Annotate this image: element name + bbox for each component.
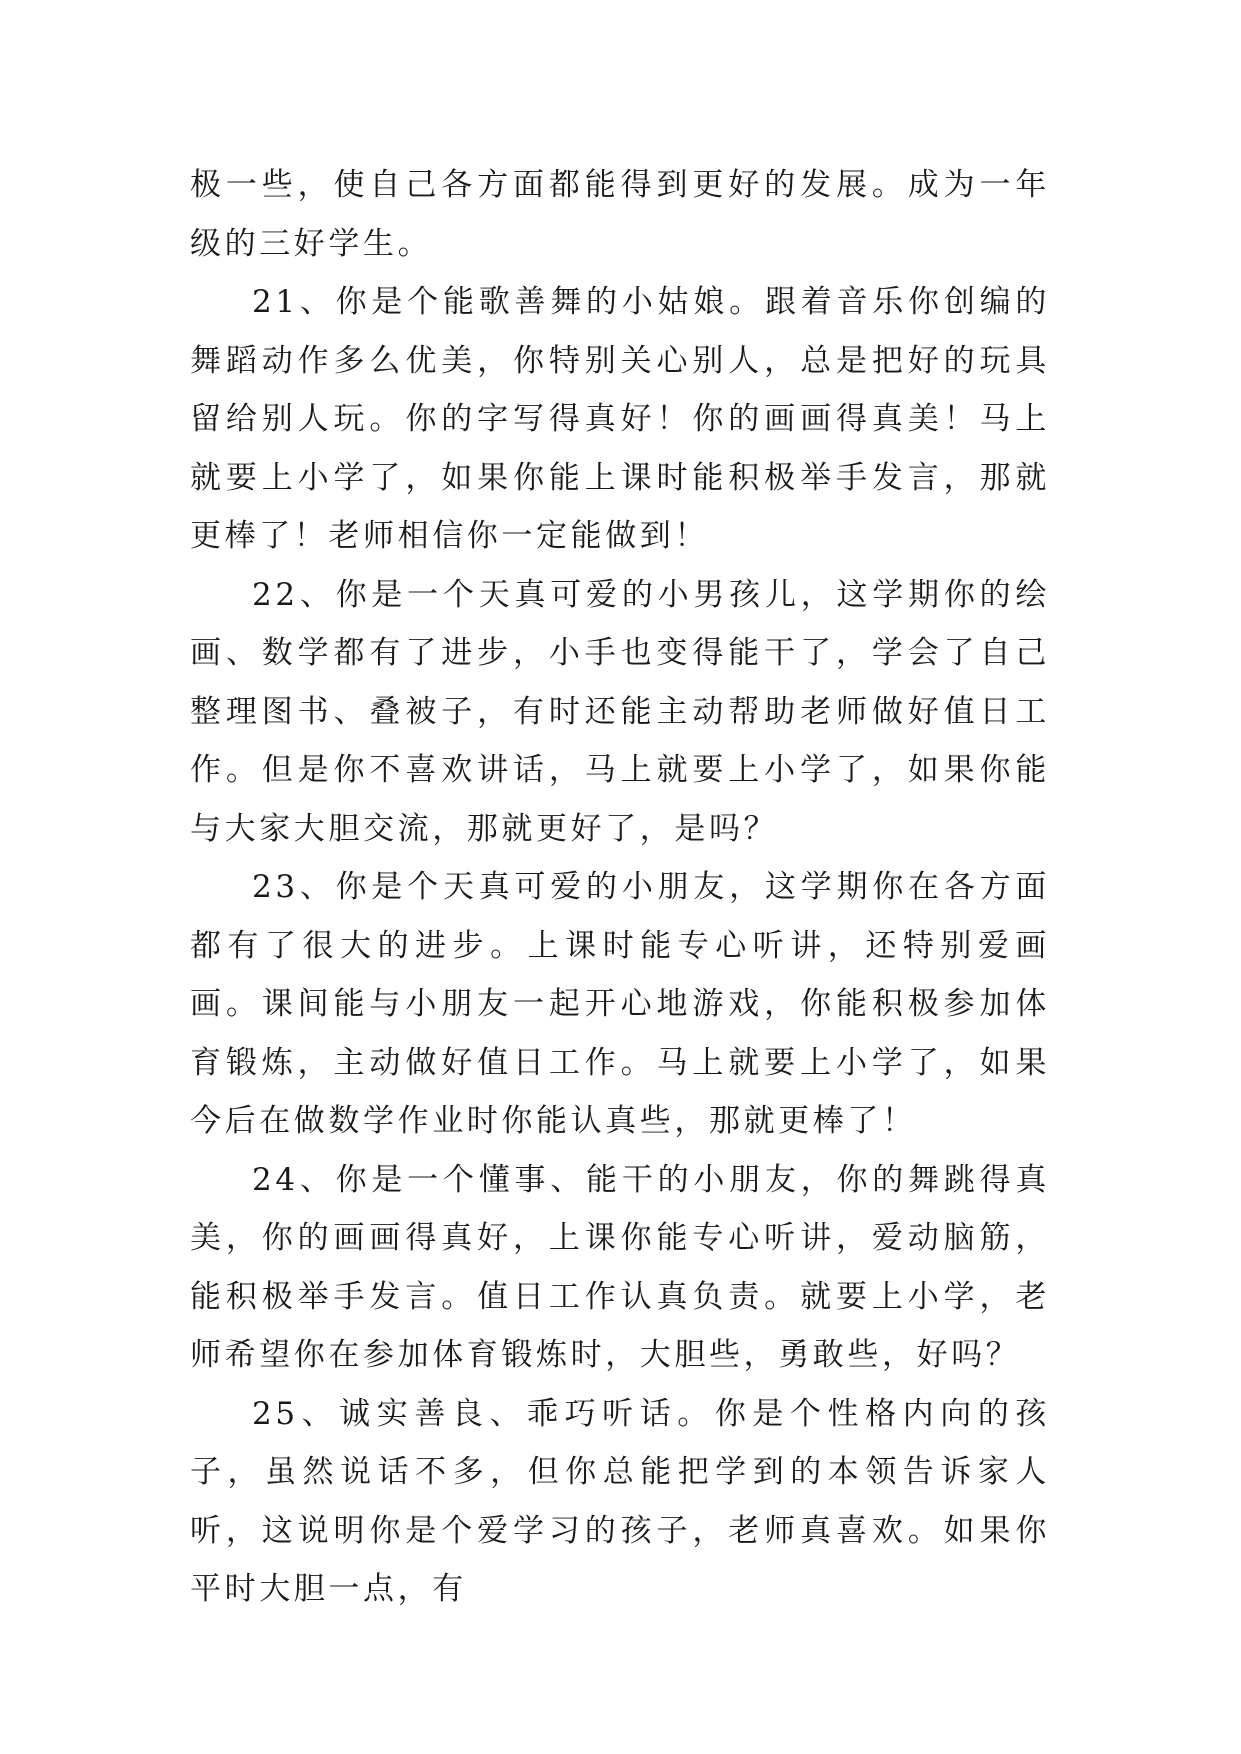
paragraph-comment-23: 23、你是个天真可爱的小朋友，这学期你在各方面都有了很大的进步。上课时能专心听讲，还特别爱画画。课间能与小朋友一起开心地游戏，你能积极参加体育锻炼，主动做好值日工作。马上就要上小学了，如果今后在做数学作业时你能认真些，那就更棒了！ <box>190 869 1050 1139</box>
paragraph-comment-25: 25、诚实善良、乖巧听话。你是个性格内向的孩子，虽然说话不多，但你总能把学到的本领告诉家人听，这说明你是个爱学习的孩子，老师真喜欢。如果你平时大胆一点，有 <box>190 1395 1050 1607</box>
paragraph-comment-21: 21、你是个能歌善舞的小姑娘。跟着音乐你创编的舞蹈动作多么优美，你特别关心别人，总是把好的玩具留给别人玩。你的字写得真好！你的画画得真美！马上就要上小学了，如果你能上课时能积极举手发言，那就更棒了！老师相信你一定能做到！ <box>190 284 1050 554</box>
paragraph-comment-22: 22、你是一个天真可爱的小男孩儿，这学期你的绘画、数学都有了进步，小手也变得能干了，学会了自己整理图书、叠被子，有时还能主动帮助老师做好值日工作。但是你不喜欢讲话，马上就要上小学了，如果你能与大家大胆交流，那就更好了，是吗？ <box>190 576 1050 847</box>
paragraph-comment-24: 24、你是一个懂事、能干的小朋友，你的舞跳得真美，你的画画得真好，上课你能专心听讲，爱动脑筋，能积极举手发言。值日工作认真负责。就要上小学，老师希望你在参加体育锻炼时，大胆些，勇敢些，好吗？ <box>190 1161 1050 1373</box>
document-body <box>190 156 1050 1619</box>
paragraph-continued: 极一些，使自己各方面都能得到更好的发展。成为一年级的三好学生。 <box>190 167 1050 262</box>
